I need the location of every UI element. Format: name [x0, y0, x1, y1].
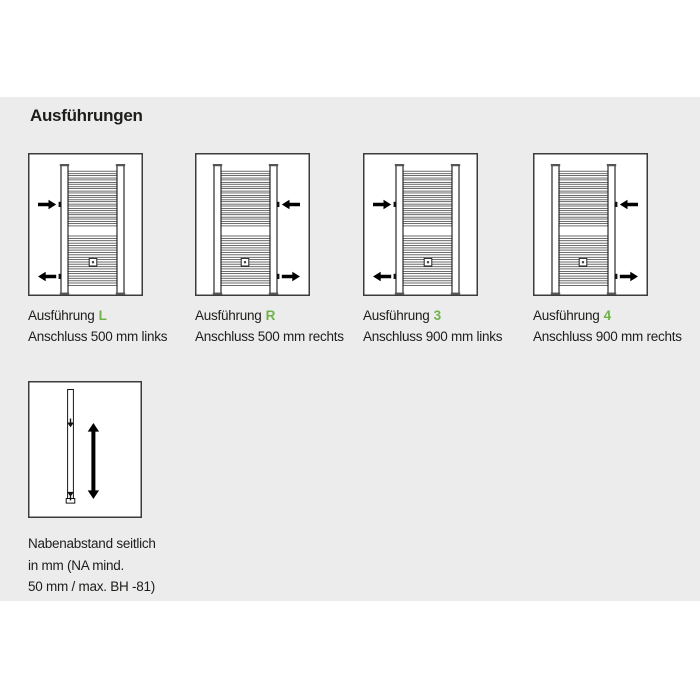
variant-code: 4	[603, 308, 611, 323]
connection-nub-top	[277, 202, 280, 207]
variant-card-4	[533, 153, 697, 347]
radiator-tube-right	[452, 166, 459, 294]
variant-code: R	[265, 308, 276, 323]
variant-code: L	[98, 308, 107, 323]
connection-nub-bottom	[59, 274, 62, 279]
variant-description: Anschluss 500 mm rechts	[195, 329, 344, 344]
variant-card-3	[363, 153, 527, 347]
radiator-tube-right	[552, 166, 559, 294]
hub-note-line: 50 mm / max. BH -81)	[28, 579, 156, 594]
connection-nub-top	[394, 202, 397, 207]
connection-nub-top	[59, 202, 62, 207]
connection-nub-top	[615, 202, 618, 207]
radiator-diagram-left-connection	[28, 153, 143, 296]
variant-title	[363, 305, 527, 326]
variant-label: Ausführung	[363, 308, 430, 323]
hub-distance-diagram	[28, 381, 142, 518]
variant-description: Anschluss 900 mm links	[363, 329, 503, 344]
hub-note-line: Nabenabstand seitlich	[28, 536, 156, 551]
radiator-diagram-right-connection	[533, 153, 648, 296]
radiator-tube-left	[61, 166, 68, 294]
variant-label: Ausführung	[28, 308, 95, 323]
hub-distance-card	[28, 381, 192, 598]
hub-note-line: in mm (NA mind.	[28, 557, 125, 573]
radiator-tube-left	[396, 166, 403, 294]
diagram-frame	[29, 382, 142, 518]
radiator-diagram-right-connection	[195, 153, 310, 296]
variant-card-l	[28, 153, 192, 347]
radiator-tube-left	[608, 166, 615, 294]
variant-title	[533, 305, 697, 326]
radiator-diagram-left-connection	[363, 153, 478, 296]
collector-tube	[68, 390, 74, 499]
variant-title	[28, 305, 192, 326]
variant-title	[195, 305, 359, 326]
section-title: Ausführungen	[30, 106, 143, 125]
variant-description: Anschluss 900 mm rechts	[533, 329, 682, 344]
radiator-tube-right	[117, 166, 124, 294]
hub-note	[28, 533, 192, 598]
radiator-tube-right	[214, 166, 221, 294]
variant-card-r	[195, 153, 359, 347]
connection-nub-bottom	[277, 274, 280, 279]
variant-label: Ausführung	[533, 308, 600, 323]
radiator-tube-left	[270, 166, 277, 294]
variant-description: Anschluss 500 mm links	[28, 329, 168, 344]
connection-nub-bottom	[394, 274, 397, 279]
variant-label: Ausführung	[195, 308, 262, 323]
variant-code: 3	[433, 308, 441, 323]
connection-nub-bottom	[615, 274, 618, 279]
